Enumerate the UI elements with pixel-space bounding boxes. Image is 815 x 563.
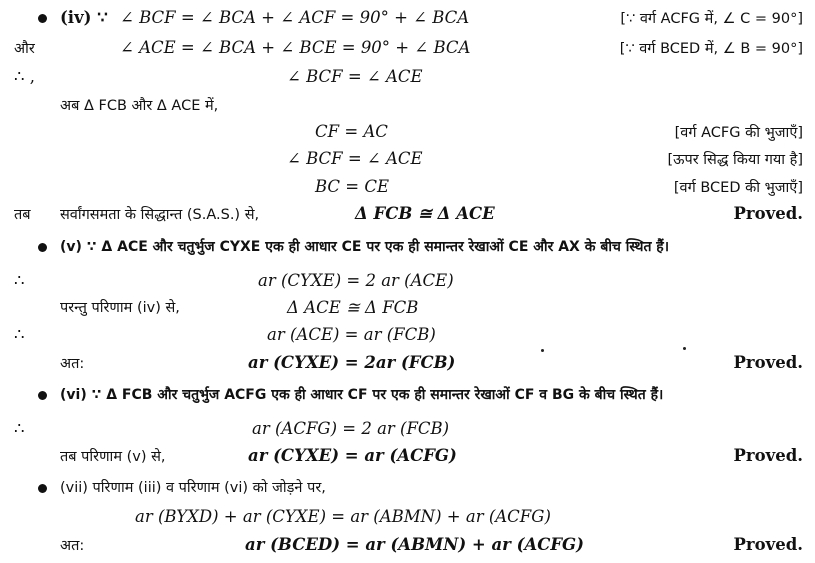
word-atah-2: अत:: [60, 538, 85, 554]
equation-bcf: ∠ BCF = ∠ BCA + ∠ ACF = 90° + ∠ BCA: [120, 8, 470, 27]
equation-ar-cyxe: ar (CYXE) = 2 ar (ACE): [258, 271, 454, 290]
reason-bced-square: [∵ वर्ग BCED में, ∠ B = 90°]: [619, 41, 803, 57]
proved-3: Proved.: [733, 446, 803, 465]
equation-angle-bcf-ace: ∠ BCF = ∠ ACE: [287, 149, 423, 168]
bullet-vii: [38, 484, 47, 493]
equation-bc-ce: BC = CE: [315, 177, 390, 196]
equation-cyxe-acfg: ar (CYXE) = ar (ACFG): [248, 446, 457, 465]
therefore-symbol-4: ∴: [14, 419, 25, 438]
result-v-text: तब परिणाम (v) से,: [60, 449, 166, 465]
stray-mark: [541, 349, 544, 352]
word-tab: तब: [14, 207, 31, 223]
equation-angle-equal: ∠ BCF = ∠ ACE: [287, 67, 423, 86]
part-vi-statement: (vi) ∵ Δ FCB और चतुर्भुज ACFG एक ही आधार CF पर एक ही समान्तर रेखाओं CF व BG के बीच स्थित हैं।: [60, 387, 664, 403]
equation-congruence-again: Δ ACE ≅ Δ FCB: [287, 298, 419, 317]
reason-bced-sides: [वर्ग BCED की भुजाएँ]: [673, 180, 803, 196]
word-atah: अत:: [60, 356, 85, 372]
bullet-iv: [38, 14, 47, 23]
reason-proved-above: [ऊपर सिद्ध किया गया है]: [667, 152, 803, 168]
congruence-result: Δ FCB ≅ Δ ACE: [355, 204, 495, 223]
proved-2: Proved.: [733, 353, 803, 372]
sas-text: सर्वांगसमता के सिद्धान्त (S.A.S.) से,: [60, 207, 260, 223]
therefore-symbol: ∴ ,: [14, 67, 35, 86]
reason-acfg-square: [∵ वर्ग ACFG में, ∠ C = 90°]: [620, 11, 803, 27]
result-iv-text: परन्तु परिणाम (iv) से,: [60, 300, 180, 316]
equation-ace: ∠ ACE = ∠ BCA + ∠ BCE = 90° + ∠ BCA: [120, 38, 471, 57]
part-iv-label: (iv) ∵: [60, 8, 108, 27]
part-v-statement: (v) ∵ Δ ACE और चतुर्भुज CYXE एक ही आधार CE पर एक ही समान्तर रेखाओं CE और AX के बीच स्थित हैं।: [60, 239, 670, 255]
equation-ar-cyxe-2fcb: ar (CYXE) = 2ar (FCB): [248, 353, 456, 372]
therefore-symbol-3: ∴: [14, 325, 25, 344]
therefore-symbol-2: ∴: [14, 271, 25, 290]
equation-sum: ar (BYXD) + ar (CYXE) = ar (ABMN) + ar (ACFG): [135, 507, 551, 526]
word-aur: और: [14, 41, 35, 57]
proved-1: Proved.: [733, 204, 803, 223]
part-vii-statement: (vii) परिणाम (iii) व परिणाम (vi) को जोड़ने पर,: [60, 480, 326, 496]
bullet-v: [38, 243, 47, 252]
equation-cf-ac: CF = AC: [315, 122, 388, 141]
stray-mark-2: [683, 347, 686, 350]
bullet-vi: [38, 391, 47, 400]
triangles-intro: अब Δ FCB और Δ ACE में,: [60, 98, 219, 114]
final-result: ar (BCED) = ar (ABMN) + ar (ACFG): [245, 535, 584, 554]
equation-ar-acfg: ar (ACFG) = 2 ar (FCB): [252, 419, 450, 438]
proved-4: Proved.: [733, 535, 803, 554]
equation-ar-ace-fcb: ar (ACE) = ar (FCB): [267, 325, 436, 344]
reason-acfg-sides: [वर्ग ACFG की भुजाएँ]: [674, 125, 803, 141]
